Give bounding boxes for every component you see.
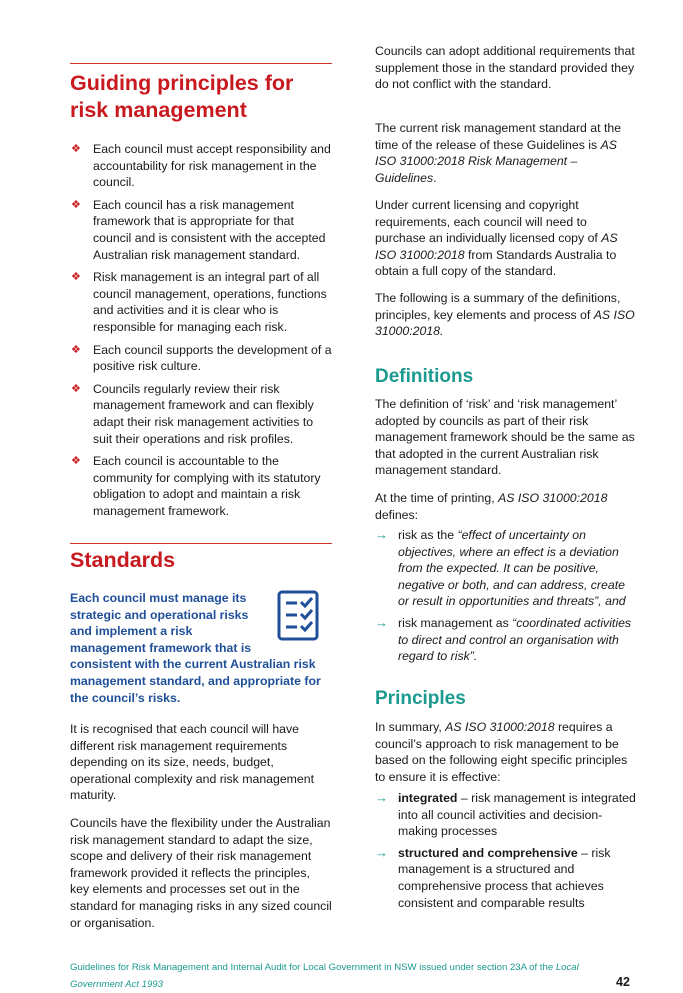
- right-para3: Under current licensing and copyright requirements, each council will need to purchase an individually licensed copy of AS ISO 31000:2018 from Standards Australia to obtain a full copy of the standard.: [375, 198, 618, 279]
- guiding-heading-line1: Guiding principles for: [70, 71, 294, 95]
- diamond-bullet-icon: ❖: [71, 382, 81, 395]
- arrow-bullet-icon: →: [375, 790, 388, 805]
- checklist-icon: [277, 590, 321, 641]
- standards-para1: It is recognised that each council will have different risk management requirements depending on its size, needs, budget, operational complexity and risk management maturity.: [70, 722, 315, 803]
- list-item: → risk management as “coordinated activities to direct and control an organisation with regard to risk”.: [375, 614, 632, 664]
- guiding-heading: [70, 70, 340, 124]
- right-para2: The current risk management standard at the time of the release of these Guidelines is AS ISO 31000:2018 Risk Management – Guidelines.: [375, 121, 622, 185]
- list-item: → structured and comprehensive – risk management is a structured and comprehensive process that achieves consistent and comparable results: [375, 844, 611, 910]
- diamond-bullet-icon: ❖: [71, 271, 81, 284]
- list-item: ❖ Each council is accountable to the community for complying with its statutory obligation to adopt and maintain a risk management framework.: [71, 454, 321, 518]
- list-item: → integrated – risk management is integrated into all council activities and decision-making processes: [375, 790, 636, 839]
- principles-heading: Principles: [375, 688, 466, 709]
- list-item: ❖ Each council supports the development of a positive risk culture.: [71, 342, 332, 374]
- page-number: 42: [616, 975, 630, 989]
- standards-rule: [70, 543, 332, 544]
- diamond-bullet-icon: ❖: [71, 343, 81, 356]
- guiding-bullet-list: [70, 141, 333, 525]
- list-item: ❖ Each council must accept responsibility and accountability for risk management in the council.: [71, 142, 331, 190]
- guiding-rule: [70, 63, 332, 64]
- right-para1: Councils can adopt additional requirements that supplement those in the standard provided they do not conflict with the standard.: [375, 44, 635, 92]
- list-item: ❖ Councils regularly review their risk management framework and can flexibly adapt their risk management activities to suit their operations and risk profiles.: [71, 381, 314, 446]
- diamond-bullet-icon: ❖: [71, 143, 81, 155]
- arrow-bullet-icon: →: [375, 527, 388, 542]
- definitions-para1: The definition of ‘risk’ and ‘risk management’ adopted by councils as part of their risk management framework should be the same as that adopted in the current Australian risk management standard.: [375, 397, 635, 478]
- principles-bullet-list: [375, 790, 637, 916]
- right-para4: The following is a summary of the definitions, principles, key elements and process of AS ISO 31000:2018.: [375, 291, 635, 339]
- arrow-bullet-icon: →: [375, 844, 388, 860]
- definitions-heading: Definitions: [375, 366, 474, 387]
- diamond-bullet-icon: ❖: [71, 455, 81, 468]
- footer-text: Guidelines for Risk Management and Internal Audit for Local Government in NSW issued under section 23A of the Local Government Act 1993: [70, 962, 579, 990]
- diamond-bullet-icon: ❖: [71, 198, 81, 211]
- definitions-bullet-list: [375, 527, 637, 670]
- list-item: ❖ Risk management is an integral part of all council management, operations, functions and activities and it is clear who is responsible for managing each risk.: [71, 270, 327, 334]
- standards-heading: Standards: [70, 548, 176, 572]
- arrow-bullet-icon: →: [375, 614, 388, 630]
- principles-para: In summary, AS ISO 31000:2018 requires a council’s approach to risk management to be based on the following eight specific principles to ensure it is effective:: [375, 720, 628, 784]
- definitions-para2: At the time of printing, AS ISO 31000:2018 defines:: [375, 491, 608, 522]
- standards-lead: Each council must manage its strategic and operational risks and implement a risk management framework that is consistent with the current Australian risk management standard, and appropriate for the council’s risks.: [70, 591, 321, 705]
- list-item: ❖ Each council has a risk management framework that is appropriate for that council and is consistent with the accepted Australian risk management standard.: [71, 197, 326, 262]
- guiding-heading-line2: risk management: [70, 98, 247, 122]
- standards-para2: Councils have the flexibility under the Australian risk management standard to adapt the size, scope and delivery of their risk management framework provided it reflects the principles, key elements and processes set out in the standard for managing risks in any sized council or organisation.: [70, 816, 332, 930]
- list-item: → risk as the “effect of uncertainty on objectives, where an effect is a deviation from the expected. It can be positive, negative or both, and can address, create or result in opportunities and threats”, and: [375, 527, 626, 609]
